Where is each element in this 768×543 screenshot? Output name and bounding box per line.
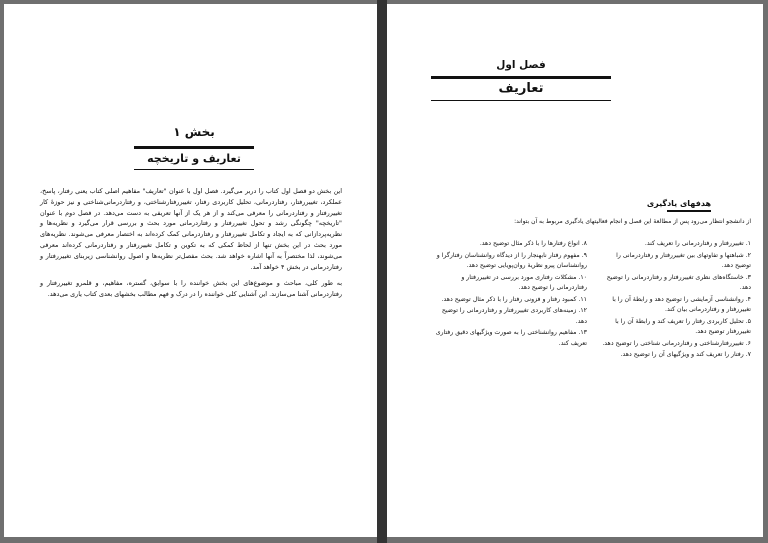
objective-item: ۹. مفهوم رفتار نابهنجار را از دیدگاه روانشناسان رفتارگرا و روانشناسان پیرو نظریهٔ روان‌پویایی توضیح دهد.: [436, 251, 587, 269]
section-title: تعاریف و تاریخچه: [147, 152, 241, 165]
chapter-title: تعاریف: [498, 81, 544, 96]
chapter-rule: [431, 76, 611, 79]
book-gutter: [377, 0, 387, 543]
objective-item: ۲. شباهتها و تفاوتهای بین تغییررفتار و رفتاردرمانی را توضیح دهد.: [616, 251, 751, 269]
objective-item: ۴. روانشناسی آزمایشی را توضیح دهد و رابطهٔ آن را با تغییررفتار و رفتاردرمانی بیان کند.: [612, 295, 751, 313]
left-page: [4, 4, 377, 537]
section-intro: [40, 186, 342, 300]
objective-item: ۶. تغییررفتارشناختی و رفتاردرمانی شناختی را توضیح دهد.: [602, 339, 751, 347]
section-rule: [134, 146, 254, 149]
objectives-intro: از دانشجو انتظار می‌رود پس از مطالعهٔ این فصل و انجام فعالیتهای یادگیری مربوط به آن بتواند:: [514, 218, 751, 225]
intro-paragraph-1: این بخش دو فصل اول کتاب را دربر می‌گیرد. فصل اول با عنوان "تعاریف" مفاهیم اصلی کتاب یعنی رفتار، پاسخ، عملکرد، تغییررفتار، رفتاردرمانی، تحلیل کاربردی رفتار، تغییررفتارشناختی، و رفتاردرمانی‌شناختی و نیز حوزهٔ کار تغییررفتار و رفتاردرمانی را معرفی می‌کند و از هر یک از آنها تعریفی به دست می‌دهد. در فصل دوم با عنوان "تاریخچه" چگونگی رشد و تحول تغییررفتار و رفتاردرمانی مورد بحث و بررسی قرار می‌گیرد و نظریه‌ها و نظریه‌پردازانی که به ایجاد و تکامل تغییررفتار و رفتاردرمانی کمک کرده‌اند به اختصار معرفی می‌شوند. نظریه‌های مورد بحث در این بخش تنها از لحاظ کمکی که به تکوین و تکامل تغییررفتار و رفتاردرمانی کرده‌اند معرفی می‌شوند، لذا مختصراً به آنها اشاره خواهد شد. بحث مفصل‌تر نظریه‌ها و اصول روانشناسی زیربنای تغییررفتار و رفتاردرمانی در بخش ۴ خواهد آمد.: [40, 187, 342, 271]
chapter-label: فصل اول: [496, 59, 546, 71]
objective-item: ۱۲. زمینه‌های کاربردی تغییررفتار و رفتاردرمانی را توضیح دهد.: [441, 307, 587, 325]
intro-paragraph-2: به طور کلی، مباحث و موضوع‌های این بخش خواننده را با سوابق، گستره، مفاهیم، و قلمرو تغییررفتار و رفتاردرمانی آشنا می‌سازند. این آشنایی کلی خواننده را در درک و فهم مطالب بخشهای بعدی کتاب یاری می‌دهد.: [40, 279, 342, 299]
objective-item: ۵. تحلیل کاربردی رفتار را تعریف کند و رابطهٔ آن را با تغییررفتار توضیح دهد.: [615, 317, 751, 335]
right-page: [387, 4, 763, 537]
objective-item: ۱۰. مشکلات رفتاری مورد بررسی در تغییررفتار و رفتاردرمانی را توضیح دهد.: [461, 273, 587, 291]
objectives-rule: [667, 210, 711, 212]
objective-item: ۱۳. مفاهیم روانشناختی را به صورت ویژگیهای دقیق رفتاری تعریف کند.: [435, 329, 587, 347]
objective-item: ۱۱. کمبود رفتار و فزونی رفتار را با ذکر مثال توضیح دهد.: [441, 295, 587, 303]
objective-item: ۳. خاستگاه‌های نظری تغییررفتار و رفتاردرمانی را توضیح دهد.: [606, 273, 751, 291]
objective-item: ۱. تغییررفتار و رفتاردرمانی را تعریف کند.: [644, 240, 751, 247]
section-rule-thin: [134, 169, 254, 170]
objective-item: ۷. رفتار را تعریف کند و ویژگیهای آن را توضیح دهد.: [620, 351, 751, 358]
chapter-rule-thin: [431, 100, 611, 101]
objective-item: ۸. انواع رفتارها را با ذکر مثال توضیح دهد.: [479, 240, 587, 247]
objectives-column-left: [435, 239, 587, 350]
objectives-heading: هدفهای یادگیری: [646, 199, 711, 208]
objectives-column-right: [601, 239, 751, 362]
section-label: بخش ۱: [173, 125, 215, 139]
